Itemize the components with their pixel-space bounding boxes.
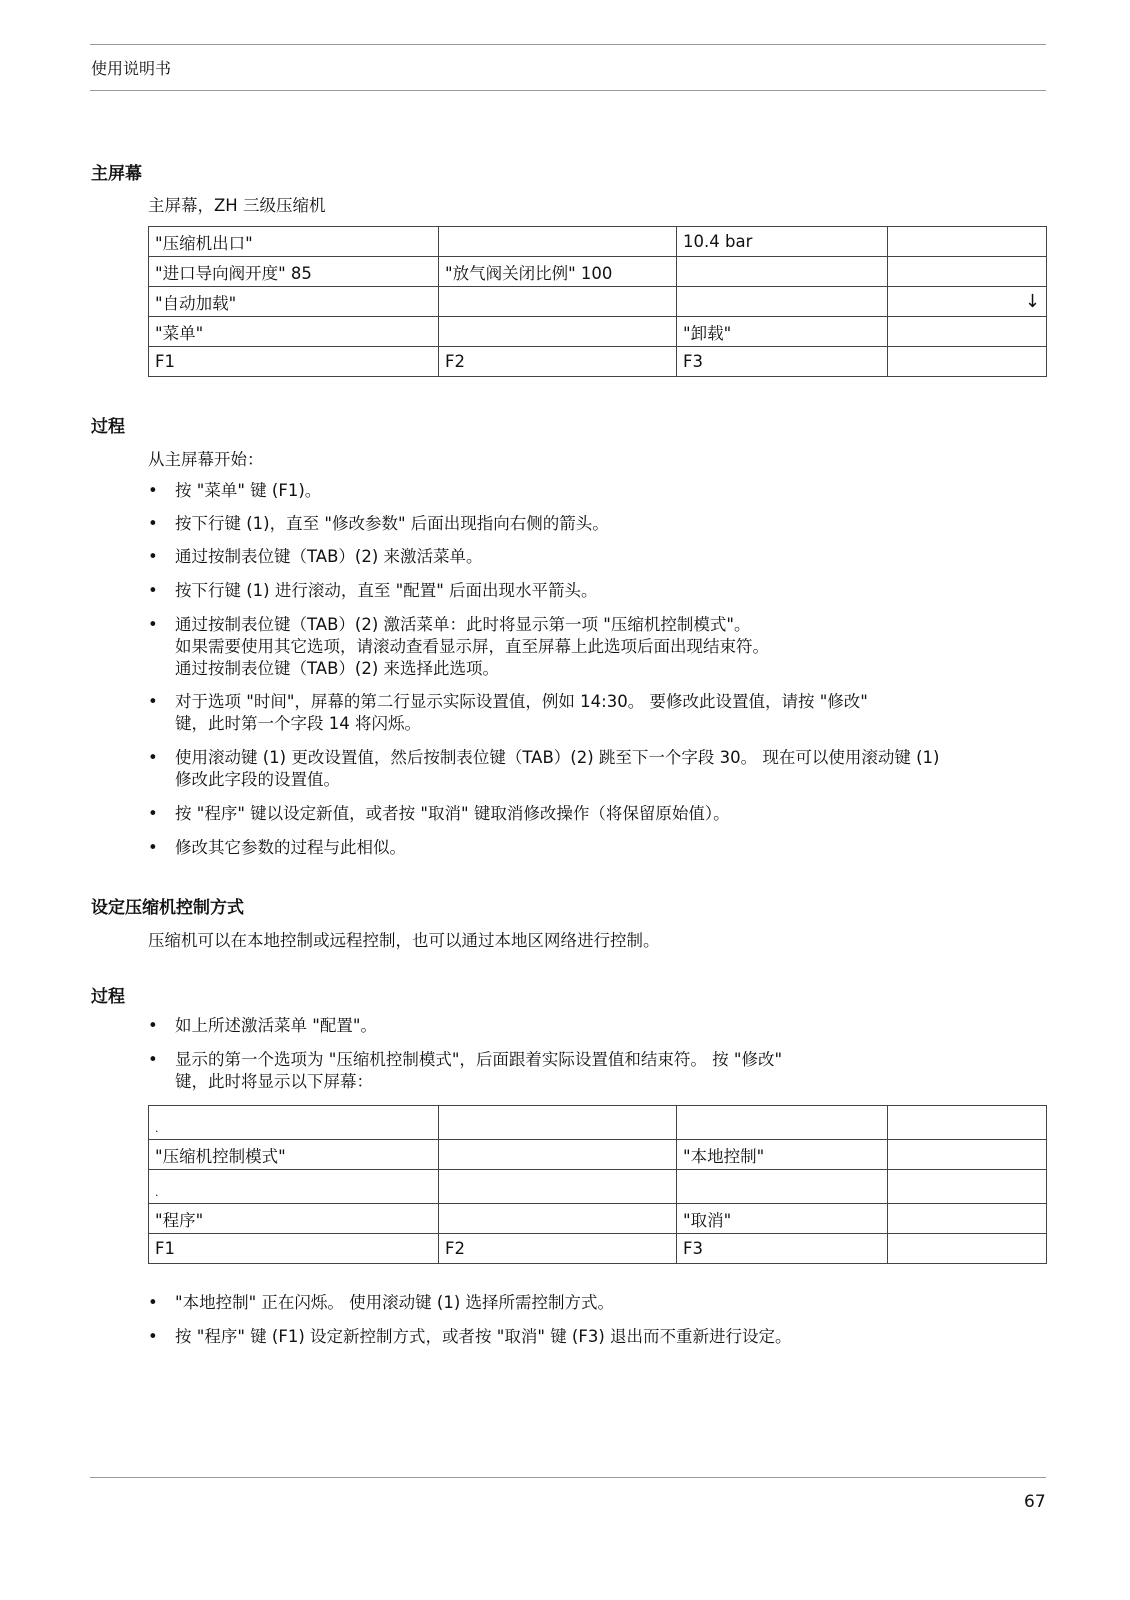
table-cell [888, 1140, 1047, 1170]
list-item: • 按 "程序" 键 (F1) 设定新控制方式，或者按 "取消" 键 (F3) 退出而不重新进行设定。 [148, 1327, 792, 1346]
control-mode-description: 压缩机可以在本地控制或远程控制，也可以通过本地区网络进行控制。 [148, 931, 660, 950]
table-cell [888, 317, 1047, 347]
table-row [149, 257, 1047, 287]
table-cell [888, 257, 1047, 287]
bullet-icon: • [148, 1016, 158, 1035]
list-item: • "本地控制" 正在闪烁。 使用滚动键 (1) 选择所需控制方式。 [148, 1293, 615, 1312]
control-mode-display-table [148, 1105, 1047, 1264]
bullet-icon: • [148, 1327, 158, 1346]
table-row [149, 347, 1047, 377]
bullet-icon: • [148, 481, 158, 500]
table-cell [439, 1204, 677, 1234]
table-row [149, 1106, 1047, 1140]
bullet-icon: • [148, 581, 158, 600]
table-cell: F2 [439, 1234, 677, 1264]
header-bottom-rule [90, 90, 1046, 91]
table-cell [677, 287, 888, 317]
table-cell: "进口导向阀开度" 85 [149, 257, 439, 287]
table-cell: F1 [149, 1234, 439, 1264]
table-cell: "压缩机出口" [149, 227, 439, 257]
table-cell [888, 1234, 1047, 1264]
table-cell: "放气阀关闭比例" 100 [439, 257, 677, 287]
list-item: • 通过按制表位键（TAB）(2) 来激活菜单。 [148, 547, 483, 566]
table-row [149, 227, 1047, 257]
table-row [149, 287, 1047, 317]
table-row [149, 1234, 1047, 1264]
list-item: • 使用滚动键 (1) 更改设置值，然后按制表位键（TAB）(2) 跳至下一个字段 30。 现在可以使用滚动键 (1) 修改此字段的设置值。 [148, 748, 940, 789]
table-cell: 10.4 bar [677, 227, 888, 257]
table-cell: . [149, 1170, 439, 1204]
table-cell [439, 287, 677, 317]
list-item: • 通过按制表位键（TAB）(2) 激活菜单：此时将显示第一项 "压缩机控制模式"。 如果需要使用其它选项，请滚动查看显示屏，直至屏幕上此选项后面出现结束符。 通过按制表位键（TAB）(2) 来选择此选项。 [148, 615, 769, 678]
bullet-icon: • [148, 838, 158, 857]
table-cell: "程序" [149, 1204, 439, 1234]
main-screen-display-table [148, 226, 1047, 377]
table-cell: "菜单" [149, 317, 439, 347]
table-cell: F1 [149, 347, 439, 377]
main-screen-caption: 主屏幕，ZH 三级压缩机 [148, 196, 326, 215]
table-cell [439, 1106, 677, 1140]
table-cell [888, 1170, 1047, 1204]
table-cell [888, 347, 1047, 377]
list-item: • 修改其它参数的过程与此相似。 [148, 838, 406, 857]
table-cell [677, 1170, 888, 1204]
bullet-icon: • [148, 1050, 158, 1069]
section-heading-procedure-2: 过程 [91, 987, 125, 1007]
table-cell [439, 317, 677, 347]
table-cell [439, 227, 677, 257]
table-row [149, 317, 1047, 347]
section-heading-main-screen: 主屏幕 [91, 164, 142, 184]
table-cell: . [149, 1106, 439, 1140]
list-item: • 按下行键 (1) 进行滚动，直至 "配置" 后面出现水平箭头。 [148, 581, 598, 600]
table-cell: "压缩机控制模式" [149, 1140, 439, 1170]
table-row [149, 1140, 1047, 1170]
table-cell: "本地控制" [677, 1140, 888, 1170]
bullet-icon: • [148, 804, 158, 823]
table-cell [888, 227, 1047, 257]
header-top-rule [90, 44, 1046, 45]
page-number: 67 [1024, 1492, 1046, 1512]
bullet-icon: • [148, 748, 158, 767]
bullet-icon: • [148, 547, 158, 566]
table-cell: "自动加载" [149, 287, 439, 317]
list-item: • 按 "程序" 键以设定新值，或者按 "取消" 键取消修改操作（将保留原始值）。 [148, 804, 730, 823]
section-heading-control-mode: 设定压缩机控制方式 [91, 898, 244, 918]
table-cell [677, 257, 888, 287]
table-cell: "取消" [677, 1204, 888, 1234]
bullet-icon: • [148, 514, 158, 533]
table-cell: "卸载" [677, 317, 888, 347]
list-item: • 如上所述激活菜单 "配置"。 [148, 1016, 377, 1035]
table-cell [439, 1140, 677, 1170]
footer-rule [90, 1477, 1046, 1478]
table-cell: F3 [677, 1234, 888, 1264]
down-arrow-icon: ↓ [888, 287, 1047, 317]
bullet-icon: • [148, 1293, 158, 1312]
section-heading-procedure: 过程 [91, 417, 125, 437]
table-cell: F2 [439, 347, 677, 377]
list-item: • 对于选项 "时间"，屏幕的第二行显示实际设置值，例如 14:30。 要修改此设置值，请按 "修改" 键，此时第一个字段 14 将闪烁。 [148, 692, 868, 733]
list-item: • 按下行键 (1)，直至 "修改参数" 后面出现指向右侧的箭头。 [148, 514, 609, 533]
table-cell [677, 1106, 888, 1140]
table-cell [888, 1106, 1047, 1140]
table-cell [888, 1204, 1047, 1234]
bullet-icon: • [148, 692, 158, 711]
document-title: 使用说明书 [91, 59, 172, 78]
list-item: • 显示的第一个选项为 "压缩机控制模式"，后面跟着实际设置值和结束符。 按 "修改" 键，此时将显示以下屏幕： [148, 1050, 783, 1091]
table-row [149, 1204, 1047, 1234]
procedure-intro: 从主屏幕开始： [148, 450, 264, 469]
bullet-icon: • [148, 615, 158, 634]
table-row [149, 1170, 1047, 1204]
table-cell [439, 1170, 677, 1204]
table-cell: F3 [677, 347, 888, 377]
list-item: • 按 "菜单" 键 (F1)。 [148, 481, 322, 500]
